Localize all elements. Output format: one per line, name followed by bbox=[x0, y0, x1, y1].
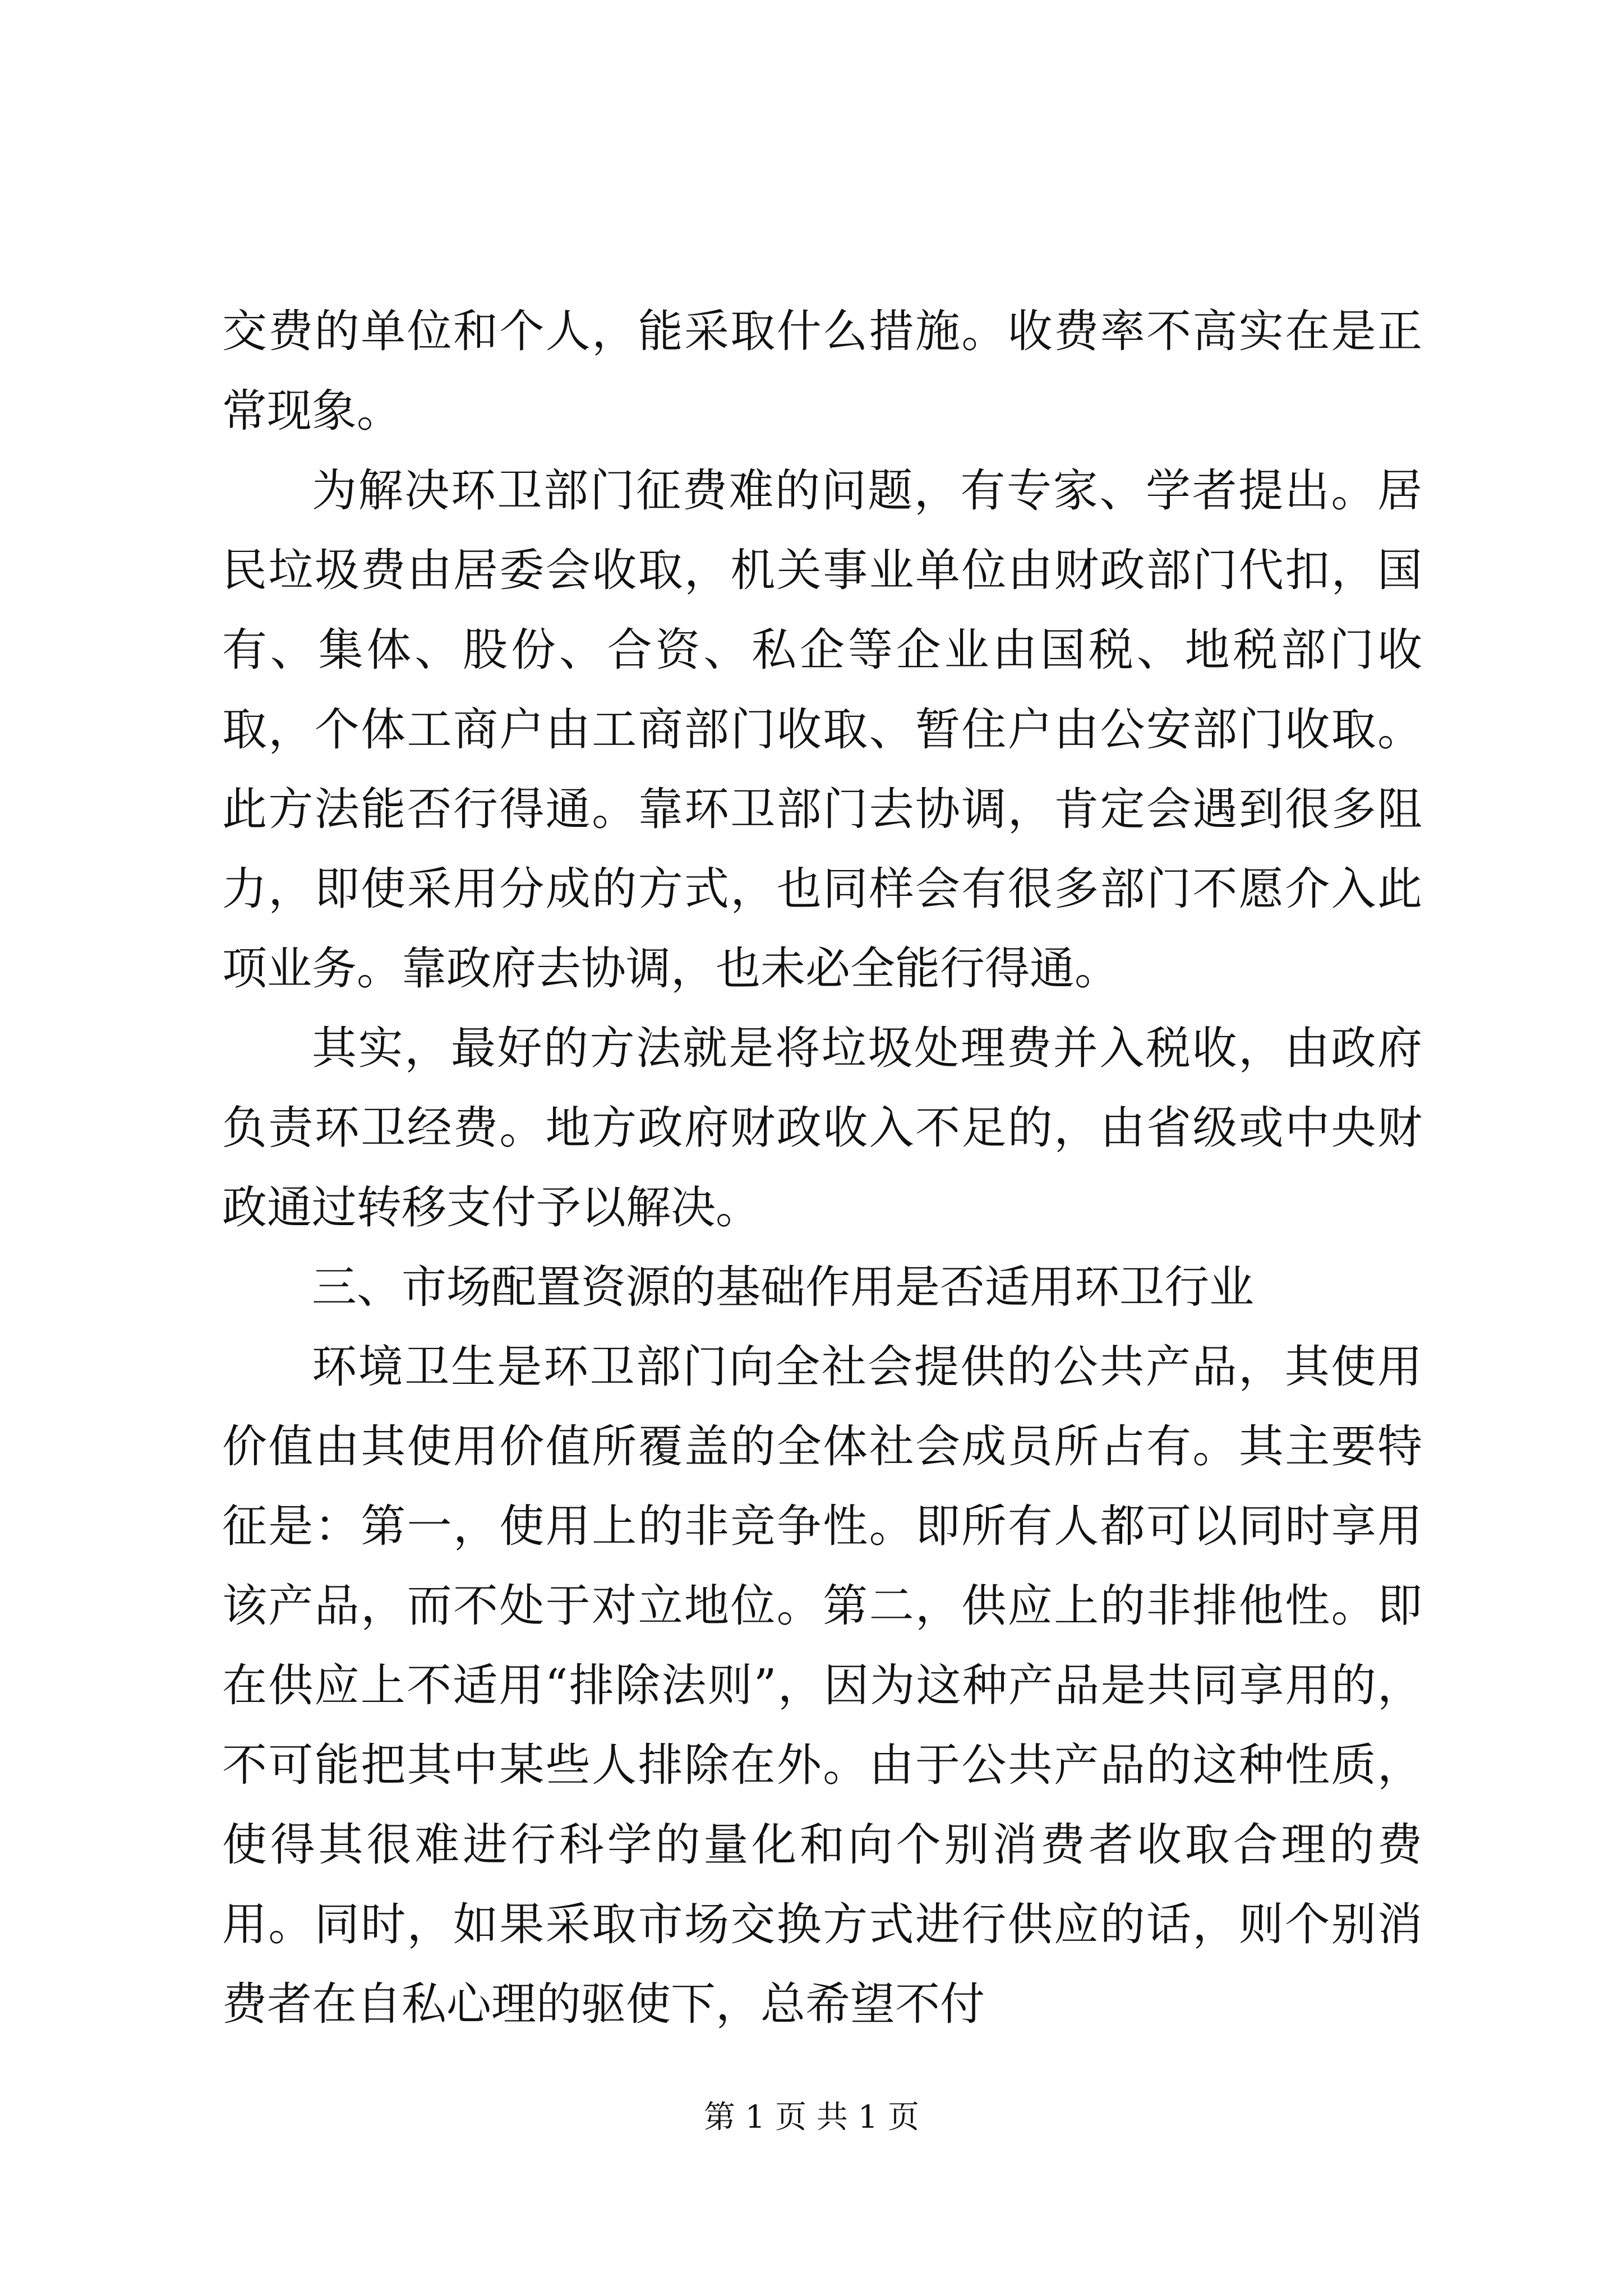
section-heading: 三、市场配置资源的基础作用是否适用环卫行业 bbox=[312, 1261, 1254, 1313]
paragraph-continued: 交费的单位和个人，能采取什么措施。收费率不高实在是正常现象。 bbox=[222, 305, 1422, 437]
document-body bbox=[222, 292, 1422, 2044]
paragraph-fee-collection-proposal: 为解决环卫部门征费难的问题，有专家、学者提出。居民垃圾费由居委会收取，机关事业单位由财政部门代扣，国有、集体、股份、合资、私企等企业由国税、地税部门收取，个体工商户由工商部门收取、暂住户由公安部门收取。此方法能否行得通。靠环卫部门去协调，肯定会遇到很多阻力，即使采用分成的方式，也同样会有很多部门不愿介入此项业务。靠政府去协调，也未必全能行得通。 bbox=[222, 464, 1422, 995]
paragraph-public-goods: 环境卫生是环卫部门向全社会提供的公共产品，其使用价值由其使用价值所覆盖的全体社会成员所占有。其主要特征是：第一，使用上的非竞争性。即所有人都可以同时享用该产品，而不处于对立地位。第二，供应上的非排他性。即在供应上不适用“排除法则”，因为这种产品是共同享用的，不可能把其中某些人排除在外。由于公共产品的这种性质，使得其很难进行科学的量化和向个别消费者收取合理的费用。同时，如果采取市场交换方式进行供应的话，则个别消费者在自私心理的驱使下，总希望不付 bbox=[222, 1341, 1422, 2030]
page-footer: 第 1 页 共 1 页 bbox=[703, 2099, 920, 2136]
paragraph-tax-solution: 其实，最好的方法就是将垃圾处理费并入税收，由政府负责环卫经费。地方政府财政收入不足的，由省级或中央财政通过转移支付予以解决。 bbox=[222, 1022, 1422, 1234]
